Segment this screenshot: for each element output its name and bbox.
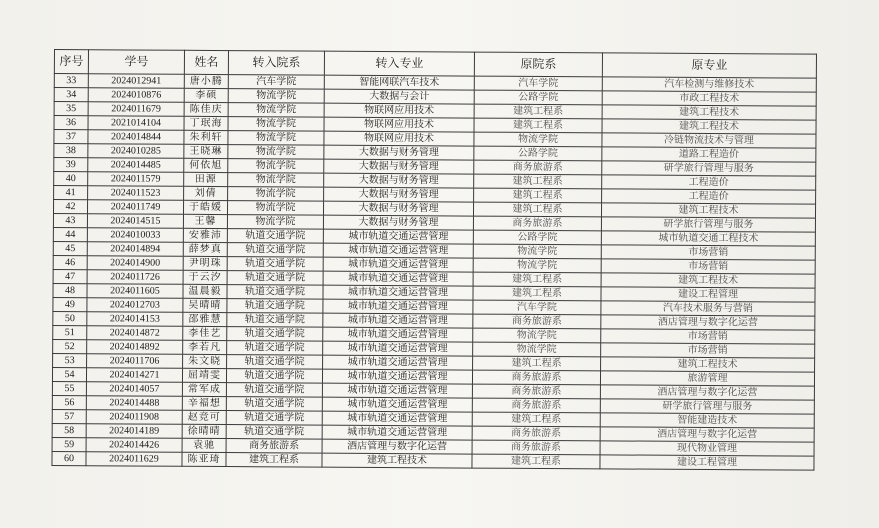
cell-orig-major: 建筑工程技术 <box>602 119 816 134</box>
cell-orig-major: 汽车技术服务与营销 <box>601 301 815 316</box>
cell-orig-major: 建设工程管理 <box>601 287 815 302</box>
cell-seq: 44 <box>53 227 87 241</box>
cell-target-major: 大数据与财务管理 <box>324 145 474 160</box>
cell-orig-major: 酒店管理与数字化运营 <box>600 385 814 400</box>
cell-orig-dept: 建筑工程系 <box>473 356 601 371</box>
cell-target-major: 物联网应用技术 <box>324 117 474 132</box>
cell-target-dept: 汽车学院 <box>228 75 324 90</box>
cell-target-major: 城市轨道交通运营管理 <box>323 313 473 328</box>
cell-seq: 56 <box>52 395 86 409</box>
cell-target-major: 城市轨道交通运营管理 <box>322 411 472 426</box>
cell-target-dept: 物流学院 <box>227 215 323 230</box>
cell-target-major: 大数据与财务管理 <box>324 187 474 202</box>
cell-name: 常军成 <box>182 382 226 396</box>
cell-target-major: 城市轨道交通运营管理 <box>322 383 472 398</box>
cell-orig-dept: 建筑工程系 <box>474 104 602 119</box>
cell-student-id: 2024011579 <box>88 172 184 187</box>
cell-seq: 40 <box>54 172 88 186</box>
cell-name: 辛福想 <box>182 396 226 410</box>
cell-orig-dept: 商务旅游系 <box>474 160 602 175</box>
cell-orig-dept: 公路学院 <box>474 146 602 161</box>
cell-target-major: 大数据与会计 <box>324 89 474 104</box>
cell-target-dept: 轨道交通学院 <box>227 299 323 314</box>
cell-name: 徐晴晴 <box>182 424 226 438</box>
cell-orig-major: 酒店管理与数字化运营 <box>601 315 815 330</box>
cell-target-dept: 物流学院 <box>228 117 324 132</box>
cell-target-major: 大数据与财务管理 <box>324 173 474 188</box>
cell-student-id: 2024011749 <box>87 200 183 215</box>
cell-seq: 50 <box>53 311 87 325</box>
cell-student-id: 2024011726 <box>87 270 183 285</box>
cell-name: 田源 <box>184 172 228 186</box>
cell-orig-major: 市场营销 <box>601 343 815 358</box>
cell-student-id: 2024014485 <box>88 158 184 173</box>
cell-orig-dept: 建筑工程系 <box>473 202 601 217</box>
cell-name: 朱文晓 <box>183 354 227 368</box>
cell-student-id: 2024014894 <box>87 242 183 257</box>
cell-orig-dept: 建筑工程系 <box>473 272 601 287</box>
cell-target-major: 城市轨道交通运营管理 <box>323 327 473 342</box>
cell-orig-dept: 建筑工程系 <box>474 174 602 189</box>
cell-orig-dept: 公路学院 <box>474 90 602 105</box>
cell-target-dept: 物流学院 <box>227 201 323 216</box>
cell-orig-dept: 物流学院 <box>473 258 601 273</box>
cell-student-id: 2024014057 <box>86 382 182 397</box>
cell-student-id: 2024012941 <box>88 74 184 89</box>
cell-name: 陈亚琦 <box>182 452 226 466</box>
cell-target-major: 大数据与财务管理 <box>323 215 473 230</box>
cell-orig-major: 汽车检测与维修技术 <box>602 77 816 92</box>
cell-seq: 48 <box>53 283 87 297</box>
cell-target-dept: 轨道交通学院 <box>227 243 323 258</box>
cell-target-major: 城市轨道交通运营管理 <box>323 341 473 356</box>
cell-orig-major: 城市轨道交通工程技术 <box>601 231 815 246</box>
cell-name: 刘倩 <box>184 186 228 200</box>
cell-target-major: 城市轨道交通运营管理 <box>323 299 473 314</box>
cell-name: 李佳艺 <box>183 326 227 340</box>
cell-target-dept: 物流学院 <box>228 145 324 160</box>
cell-orig-dept: 物流学院 <box>473 328 601 343</box>
cell-target-major: 城市轨道交通运营管理 <box>323 257 473 272</box>
cell-name: 李硕 <box>184 88 228 102</box>
cell-name: 赵竞可 <box>182 410 226 424</box>
table-body <box>52 74 816 471</box>
cell-name: 王馨 <box>183 214 227 228</box>
cell-orig-dept: 物流学院 <box>474 132 602 147</box>
cell-orig-major: 市政工程技术 <box>602 91 816 106</box>
cell-orig-major: 现代物业管理 <box>600 441 814 456</box>
cell-orig-major: 建筑工程技术 <box>601 203 815 218</box>
cell-orig-dept: 公路学院 <box>473 230 601 245</box>
cell-orig-major: 建筑工程技术 <box>602 105 816 120</box>
cell-student-id: 2024011523 <box>88 186 184 201</box>
header-seq: 序号 <box>54 50 88 74</box>
cell-student-id: 2024010285 <box>88 144 184 159</box>
cell-orig-dept: 商务旅游系 <box>472 370 600 385</box>
cell-seq: 34 <box>54 88 88 102</box>
cell-target-major: 物联网应用技术 <box>324 103 474 118</box>
header-name: 姓名 <box>184 50 228 74</box>
cell-orig-major: 建设工程管理 <box>600 455 814 470</box>
cell-name: 于云汐 <box>183 270 227 284</box>
cell-seq: 60 <box>52 451 86 465</box>
cell-orig-major: 酒店管理与数字化运营 <box>600 427 814 442</box>
cell-student-id: 2024011679 <box>88 102 184 117</box>
cell-name: 李若凡 <box>183 340 227 354</box>
cell-orig-dept: 商务旅游系 <box>472 440 600 455</box>
cell-student-id: 2024014872 <box>87 326 183 341</box>
cell-orig-major: 市场营销 <box>601 329 815 344</box>
cell-seq: 33 <box>54 74 88 88</box>
cell-name: 吴晴晴 <box>183 298 227 312</box>
cell-student-id: 2024010033 <box>87 228 183 243</box>
cell-orig-major: 智能建造技术 <box>600 413 814 428</box>
cell-orig-dept: 商务旅游系 <box>472 426 600 441</box>
cell-target-dept: 轨道交通学院 <box>227 285 323 300</box>
cell-student-id: 2024014426 <box>86 438 182 453</box>
cell-orig-major: 市场营销 <box>601 259 815 274</box>
cell-student-id: 2024012703 <box>87 298 183 313</box>
cell-target-dept: 轨道交通学院 <box>226 397 322 412</box>
cell-orig-major: 工程造价 <box>602 175 816 190</box>
cell-student-id: 2024014844 <box>88 130 184 145</box>
cell-orig-dept: 建筑工程系 <box>472 412 600 427</box>
cell-orig-dept: 建筑工程系 <box>472 454 600 469</box>
cell-student-id: 2024014900 <box>87 256 183 271</box>
cell-target-dept: 轨道交通学院 <box>226 411 322 426</box>
cell-seq: 36 <box>54 116 88 130</box>
cell-name: 安雅沛 <box>183 228 227 242</box>
cell-name: 温晨毅 <box>183 284 227 298</box>
cell-orig-dept: 建筑工程系 <box>474 188 602 203</box>
header-target-major: 转入专业 <box>324 51 474 76</box>
cell-name: 何依旭 <box>184 158 228 172</box>
cell-student-id: 2024014892 <box>87 340 183 355</box>
cell-target-major: 城市轨道交通运营管理 <box>323 271 473 286</box>
cell-target-major: 城市轨道交通运营管理 <box>323 229 473 244</box>
cell-orig-major: 市场营销 <box>601 245 815 260</box>
cell-seq: 51 <box>53 325 87 339</box>
cell-orig-dept: 物流学院 <box>473 244 601 259</box>
cell-target-major: 智能网联汽车技术 <box>324 75 474 90</box>
cell-seq: 42 <box>53 200 87 214</box>
cell-orig-major: 研学旅行管理与服务 <box>600 399 814 414</box>
cell-seq: 58 <box>52 423 86 437</box>
cell-target-dept: 物流学院 <box>228 173 324 188</box>
cell-student-id: 2021014104 <box>88 116 184 131</box>
cell-target-major: 酒店管理与数字化运营 <box>322 439 472 454</box>
cell-orig-major: 工程造价 <box>602 189 816 204</box>
cell-name: 王晓琳 <box>184 144 228 158</box>
cell-orig-dept: 建筑工程系 <box>474 118 602 133</box>
cell-student-id: 2024011629 <box>86 452 182 467</box>
cell-target-major: 城市轨道交通运营管理 <box>323 243 473 258</box>
cell-target-major: 城市轨道交通运营管理 <box>322 369 472 384</box>
cell-target-dept: 物流学院 <box>228 187 324 202</box>
cell-orig-dept: 建筑工程系 <box>473 286 601 301</box>
cell-orig-major: 冷链物流技术与管理 <box>602 133 816 148</box>
cell-target-dept: 轨道交通学院 <box>226 383 322 398</box>
cell-seq: 46 <box>53 255 87 269</box>
cell-target-dept: 物流学院 <box>228 159 324 174</box>
cell-name: 尹明珠 <box>183 256 227 270</box>
cell-target-major: 城市轨道交通运营管理 <box>322 397 472 412</box>
cell-name: 唐小腾 <box>184 74 228 88</box>
cell-student-id: 2024010876 <box>88 88 184 103</box>
cell-name: 陈佳庆 <box>184 102 228 116</box>
cell-student-id: 2024011605 <box>87 284 183 299</box>
cell-student-id: 2024011908 <box>86 410 182 425</box>
cell-name: 于皓媛 <box>183 200 227 214</box>
cell-seq: 39 <box>54 158 88 172</box>
cell-target-major: 大数据与财务管理 <box>324 159 474 174</box>
cell-target-major: 城市轨道交通运营管理 <box>322 425 472 440</box>
cell-target-dept: 轨道交通学院 <box>226 369 322 384</box>
cell-orig-major: 道路工程造价 <box>602 147 816 162</box>
cell-orig-major: 研学旅行管理与服务 <box>601 217 815 232</box>
cell-student-id: 2024014189 <box>86 424 182 439</box>
cell-name: 朱利轩 <box>184 130 228 144</box>
cell-seq: 41 <box>54 186 88 200</box>
cell-target-major: 城市轨道交通运营管理 <box>323 285 473 300</box>
cell-student-id: 2024014488 <box>86 396 182 411</box>
cell-orig-major: 建筑工程技术 <box>601 273 815 288</box>
cell-seq: 43 <box>53 213 87 227</box>
cell-seq: 55 <box>52 381 86 395</box>
cell-target-dept: 轨道交通学院 <box>227 313 323 328</box>
cell-seq: 49 <box>53 297 87 311</box>
cell-orig-dept: 汽车学院 <box>474 76 602 91</box>
cell-target-dept: 轨道交通学院 <box>226 425 322 440</box>
cell-student-id: 2024014515 <box>87 214 183 229</box>
cell-seq: 53 <box>53 353 87 367</box>
cell-target-dept: 商务旅游系 <box>226 439 322 454</box>
cell-student-id: 2024014153 <box>87 312 183 327</box>
cell-seq: 59 <box>52 437 86 451</box>
cell-orig-major: 建筑工程技术 <box>601 357 815 372</box>
cell-target-dept: 轨道交通学院 <box>227 341 323 356</box>
cell-name: 屈靖雯 <box>182 368 226 382</box>
cell-target-major: 建筑工程技术 <box>322 453 472 468</box>
header-orig-dept: 原院系 <box>474 52 602 77</box>
cell-orig-dept: 商务旅游系 <box>473 216 601 231</box>
cell-orig-dept: 商务旅游系 <box>472 384 600 399</box>
cell-target-dept: 轨道交通学院 <box>227 229 323 244</box>
cell-name: 袁驰 <box>182 438 226 452</box>
cell-orig-major: 旅游管理 <box>600 371 814 386</box>
cell-seq: 57 <box>52 409 86 423</box>
cell-target-major: 城市轨道交通运营管理 <box>323 355 473 370</box>
header-student-id: 学号 <box>88 50 184 75</box>
cell-target-dept: 物流学院 <box>228 103 324 118</box>
cell-target-major: 大数据与财务管理 <box>323 201 473 216</box>
cell-seq: 38 <box>54 144 88 158</box>
cell-target-dept: 轨道交通学院 <box>227 327 323 342</box>
cell-orig-dept: 物流学院 <box>473 342 601 357</box>
cell-student-id: 2024014271 <box>86 368 182 383</box>
cell-target-dept: 物流学院 <box>228 89 324 104</box>
cell-seq: 35 <box>54 102 88 116</box>
cell-student-id: 2024011706 <box>87 354 183 369</box>
cell-seq: 47 <box>53 269 87 283</box>
header-orig-major: 原专业 <box>602 53 816 78</box>
cell-orig-major: 研学旅行管理与服务 <box>602 161 816 176</box>
cell-orig-dept: 商务旅游系 <box>472 398 600 413</box>
cell-seq: 54 <box>52 367 86 381</box>
cell-name: 薛梦真 <box>183 242 227 256</box>
cell-seq: 45 <box>53 241 87 255</box>
cell-target-dept: 建筑工程系 <box>226 453 322 468</box>
cell-orig-dept: 商务旅游系 <box>473 314 601 329</box>
transfer-students-table <box>51 49 817 471</box>
cell-target-dept: 轨道交通学院 <box>227 355 323 370</box>
header-target-dept: 转入院系 <box>228 51 324 76</box>
cell-target-dept: 物流学院 <box>228 131 324 146</box>
cell-target-major: 物联网应用技术 <box>324 131 474 146</box>
cell-seq: 37 <box>54 130 88 144</box>
cell-name: 邵雅慧 <box>183 312 227 326</box>
cell-orig-dept: 汽车学院 <box>473 300 601 315</box>
cell-seq: 52 <box>53 339 87 353</box>
cell-name: 丁珉海 <box>184 116 228 130</box>
cell-target-dept: 轨道交通学院 <box>227 271 323 286</box>
cell-target-dept: 轨道交通学院 <box>227 257 323 272</box>
